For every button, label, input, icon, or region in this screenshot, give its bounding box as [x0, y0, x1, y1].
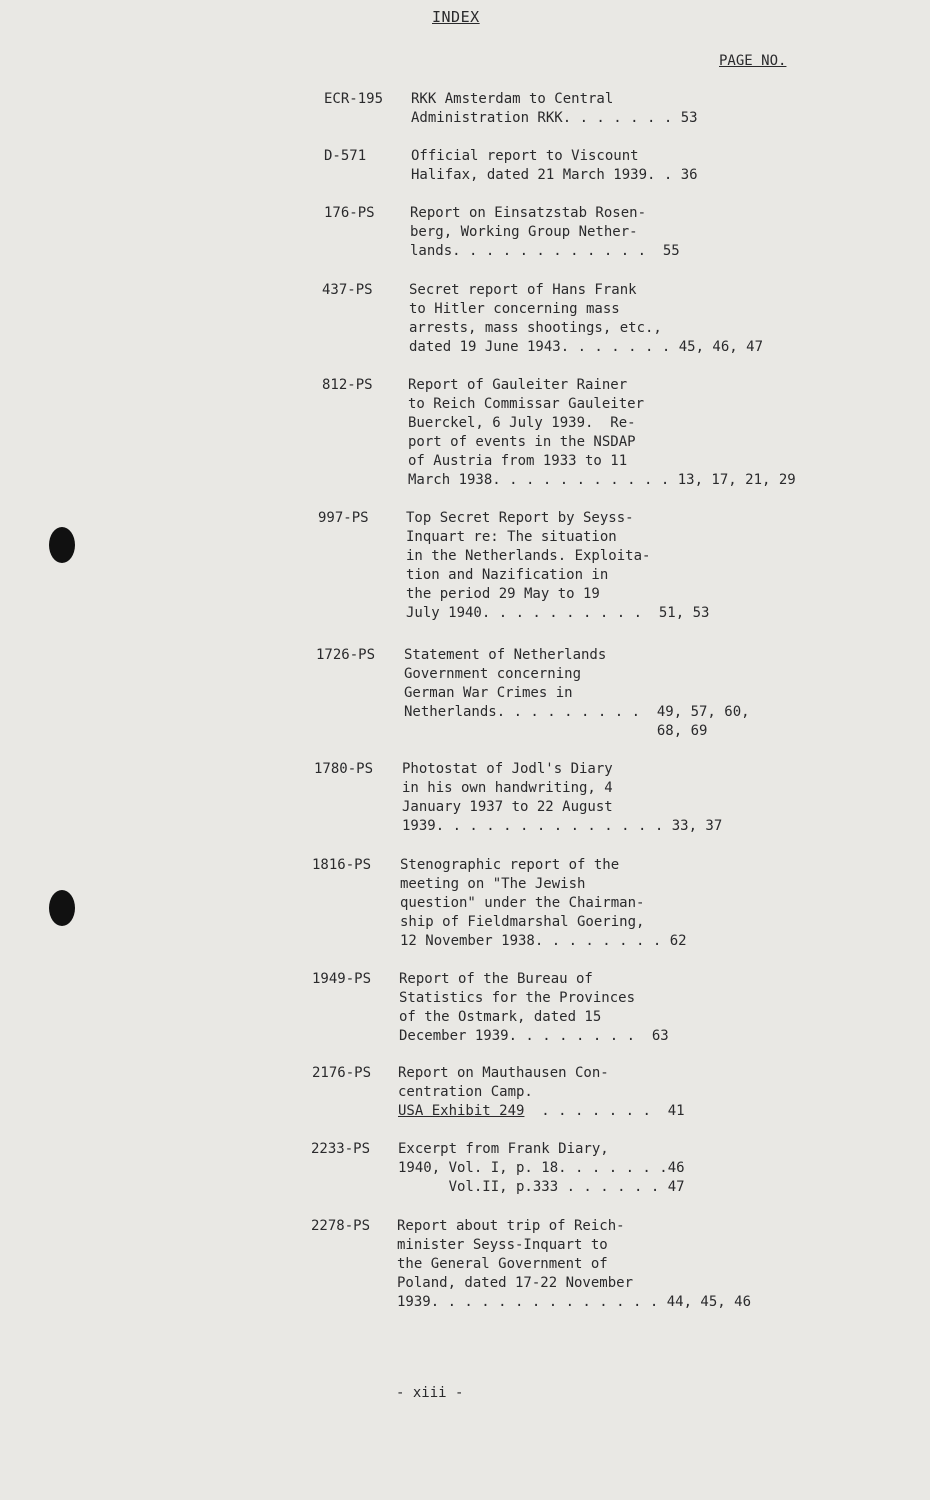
document-description	[398, 1064, 918, 1121]
punch-hole	[49, 890, 75, 926]
document-id: 2176-PS	[312, 1065, 372, 1081]
document-description	[410, 204, 930, 261]
description-line: meeting on "The Jewish	[400, 876, 586, 892]
description-line: January 1937 to 22 August	[402, 799, 613, 815]
description-line: Vol.II, p.333 . . . . . . 47	[398, 1179, 685, 1195]
document-id: 812-PS	[322, 377, 373, 393]
document-description	[402, 760, 922, 836]
document-id: 1816-PS	[312, 857, 372, 873]
page-title: INDEX	[432, 8, 480, 26]
document-id: 1949-PS	[312, 971, 372, 987]
document-description	[397, 1217, 917, 1312]
document-description	[411, 90, 930, 128]
description-line: March 1938. . . . . . . . . . . 13, 17, 21, 29	[408, 472, 796, 488]
description-line: Excerpt from Frank Diary,	[398, 1141, 609, 1157]
description-line: centration Camp.	[398, 1084, 533, 1100]
description-line: 1939. . . . . . . . . . . . . . 44, 45, 46	[397, 1294, 752, 1310]
description-line: 1939. . . . . . . . . . . . . . 33, 37	[402, 818, 723, 834]
document-id: ECR-195	[324, 91, 384, 107]
description-line: Halifax, dated 21 March 1939. . 36	[411, 167, 698, 183]
description-line: 68, 69	[404, 723, 708, 739]
description-line: Administration RKK. . . . . . . 53	[411, 110, 698, 126]
description-line: Report on Mauthausen Con-	[398, 1065, 609, 1081]
description-line: Secret report of Hans Frank	[409, 282, 637, 298]
description-line: December 1939. . . . . . . . 63	[399, 1028, 669, 1044]
document-description	[398, 1140, 918, 1197]
description-line: tion and Nazification in	[406, 567, 609, 583]
document-id: 997-PS	[318, 510, 369, 526]
description-line: RKK Amsterdam to Central	[411, 91, 614, 107]
document-description	[404, 646, 924, 741]
page-number-footer: - xiii -	[396, 1385, 464, 1401]
description-line: Photostat of Jodl's Diary	[402, 761, 613, 777]
description-line: 1940, Vol. I, p. 18. . . . . . .46	[398, 1160, 685, 1176]
description-line: arrests, mass shootings, etc.,	[409, 320, 662, 336]
description-line: question" under the Chairman-	[400, 895, 645, 911]
description-line: minister Seyss-Inquart to	[397, 1237, 608, 1253]
description-line: Official report to Viscount	[411, 148, 639, 164]
description-line: Report of Gauleiter Rainer	[408, 377, 628, 393]
description-line: Inquart re: The situation	[406, 529, 617, 545]
description-line: the period 29 May to 19	[406, 586, 600, 602]
document-description	[399, 970, 919, 1046]
description-line: Statement of Netherlands	[404, 647, 607, 663]
document-description	[408, 376, 928, 490]
document-id: D-571	[324, 148, 367, 164]
description-line: Netherlands. . . . . . . . . 49, 57, 60,	[404, 704, 750, 720]
document-description	[406, 509, 926, 623]
description-line: ship of Fieldmarshal Goering,	[400, 914, 645, 930]
description-line: in the Netherlands. Exploita-	[406, 548, 651, 564]
document-description	[411, 147, 930, 185]
description-line: Report of the Bureau of	[399, 971, 593, 987]
page-no-column-header: PAGE NO.	[719, 53, 787, 69]
description-line: dated 19 June 1943. . . . . . . 45, 46, 47	[409, 339, 764, 355]
document-description	[400, 856, 920, 951]
description-line: lands. . . . . . . . . . . . 55	[410, 243, 680, 259]
description-line: Statistics for the Provinces	[399, 990, 636, 1006]
description-line: berg, Working Group Nether-	[410, 224, 638, 240]
description-line: to Reich Commissar Gauleiter	[408, 396, 645, 412]
description-line: Government concerning	[404, 666, 582, 682]
document-id: 1780-PS	[314, 761, 374, 777]
description-line: Report on Einsatzstab Rosen-	[410, 205, 647, 221]
punch-hole	[49, 527, 75, 563]
document-description	[409, 281, 929, 357]
document-id: 437-PS	[322, 282, 373, 298]
document-id: 2233-PS	[311, 1141, 371, 1157]
description-line: of the Ostmark, dated 15	[399, 1009, 602, 1025]
description-line: the General Government of	[397, 1256, 608, 1272]
description-line: Poland, dated 17-22 November	[397, 1275, 634, 1291]
description-line: of Austria from 1933 to 11	[408, 453, 628, 469]
document-id: 2278-PS	[311, 1218, 371, 1234]
description-line: Buerckel, 6 July 1939. Re-	[408, 415, 636, 431]
description-line: Report about trip of Reich-	[397, 1218, 625, 1234]
document-id: 1726-PS	[316, 647, 376, 663]
description-line: USA Exhibit 249 . . . . . . . 41	[398, 1103, 685, 1119]
description-line: July 1940. . . . . . . . . . 51, 53	[406, 605, 710, 621]
description-line: in his own handwriting, 4	[402, 780, 613, 796]
description-line: 12 November 1938. . . . . . . . 62	[400, 933, 687, 949]
description-line: to Hitler concerning mass	[409, 301, 620, 317]
description-line: German War Crimes in	[404, 685, 573, 701]
description-line: Stenographic report of the	[400, 857, 620, 873]
description-line: Top Secret Report by Seyss-	[406, 510, 634, 526]
description-line: port of events in the NSDAP	[408, 434, 636, 450]
document-id: 176-PS	[324, 205, 375, 221]
